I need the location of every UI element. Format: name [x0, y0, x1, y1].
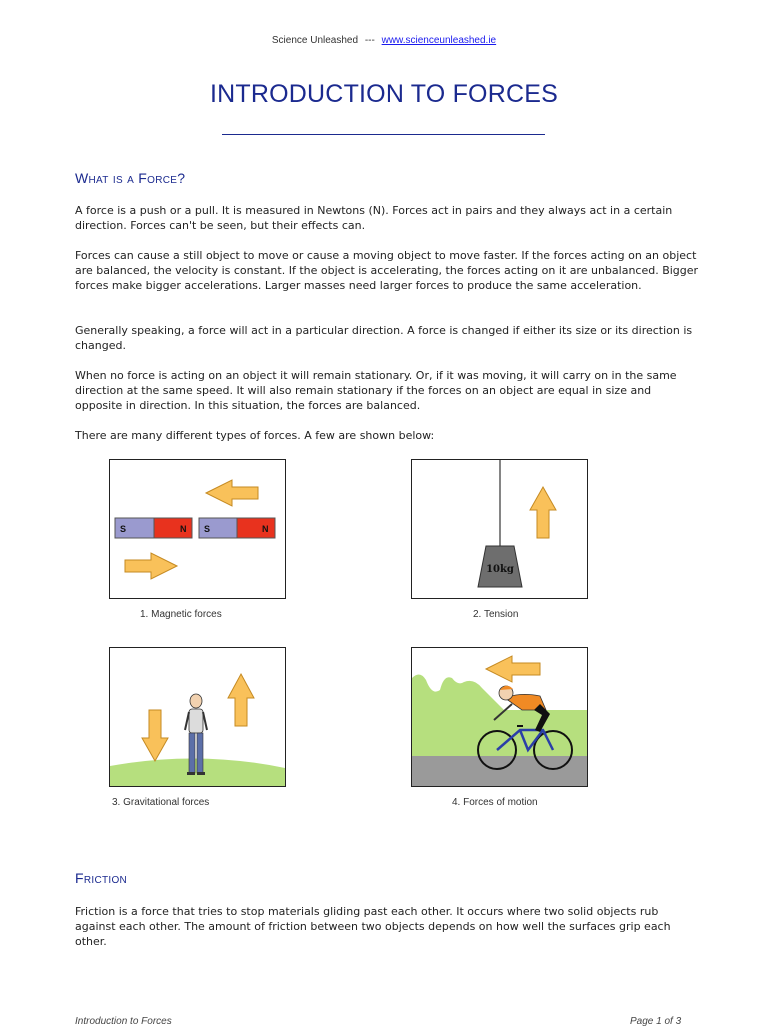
down-arrow-icon: [142, 710, 168, 761]
figure-tension: [411, 459, 588, 599]
footer-left: Introduction to Forces: [75, 1016, 172, 1027]
weight-label: 10kg: [486, 564, 514, 575]
header-separator: ---: [364, 35, 375, 46]
page-title: INTRODUCTION TO FORCES: [210, 80, 558, 108]
figure-motion: [411, 647, 588, 787]
pole-n-label: N: [180, 524, 187, 534]
page-header: [0, 35, 768, 46]
up-arrow-icon: [228, 674, 254, 726]
paragraph-5: There are many different types of forces. A few are shown below:: [75, 429, 435, 442]
title-underline: [222, 134, 545, 135]
caption-motion: 4. Forces of motion: [452, 797, 538, 808]
pole-s-label: S: [204, 524, 211, 534]
paragraph-3: Generally speaking, a force will act in a particular direction. A force is changed if either its size or its direction is changed.: [75, 324, 693, 352]
magnet-1: [115, 518, 192, 538]
caption-tension: 2. Tension: [473, 609, 519, 620]
left-arrow-icon: [486, 656, 540, 682]
caption-gravitational: 3. Gravitational forces: [112, 797, 210, 808]
site-link[interactable]: www.scienceunleashed.ie: [381, 35, 497, 46]
figure-gravitational: [109, 647, 286, 787]
right-arrow-icon: [125, 553, 177, 579]
pole-n-label: N: [262, 524, 269, 534]
road: [412, 756, 587, 786]
paragraph-2: Forces can cause a still object to move or cause a moving object to move faster. If the forces acting on an object are balanced, the velocity is constant. If the object is accelerating, the forces acting on it are unbalanced. Bigger forces make bigger accelerations. Larger masses need larger forces to produce the same acceleration.: [75, 249, 699, 292]
figure-magnetic-forces: [109, 459, 286, 599]
site-name: Science Unleashed: [271, 35, 359, 46]
up-arrow-icon: [530, 487, 556, 538]
paragraph-friction: Friction is a force that tries to stop materials gliding past each other. It occurs where two solid objects rub against each other. The amount of friction between two objects depends on how well the surfaces grip each other.: [75, 905, 671, 948]
paragraph-4: When no force is acting on an object it will remain stationary. Or, if it was moving, it will carry on in the same direction at the same speed. It will also remain stationary if the forces on an object are equal in size and opposite in direction. In this situation, the forces are balanced.: [75, 369, 677, 412]
footer-page-number: Page 1 of 3: [630, 1016, 682, 1027]
caption-magnetic: 1. Magnetic forces: [140, 609, 222, 620]
section-heading-what-is-force: What is a Force?: [75, 170, 186, 186]
section-heading-friction: Friction: [75, 870, 128, 886]
magnet-2: [199, 518, 275, 538]
pole-s-label: S: [120, 524, 127, 534]
paragraph-1: A force is a push or a pull. It is measured in Newtons (N). Forces act in pairs and they always act in a certain direction. Forces can't be seen, but their effects can.: [75, 204, 673, 232]
left-arrow-icon: [206, 480, 258, 506]
